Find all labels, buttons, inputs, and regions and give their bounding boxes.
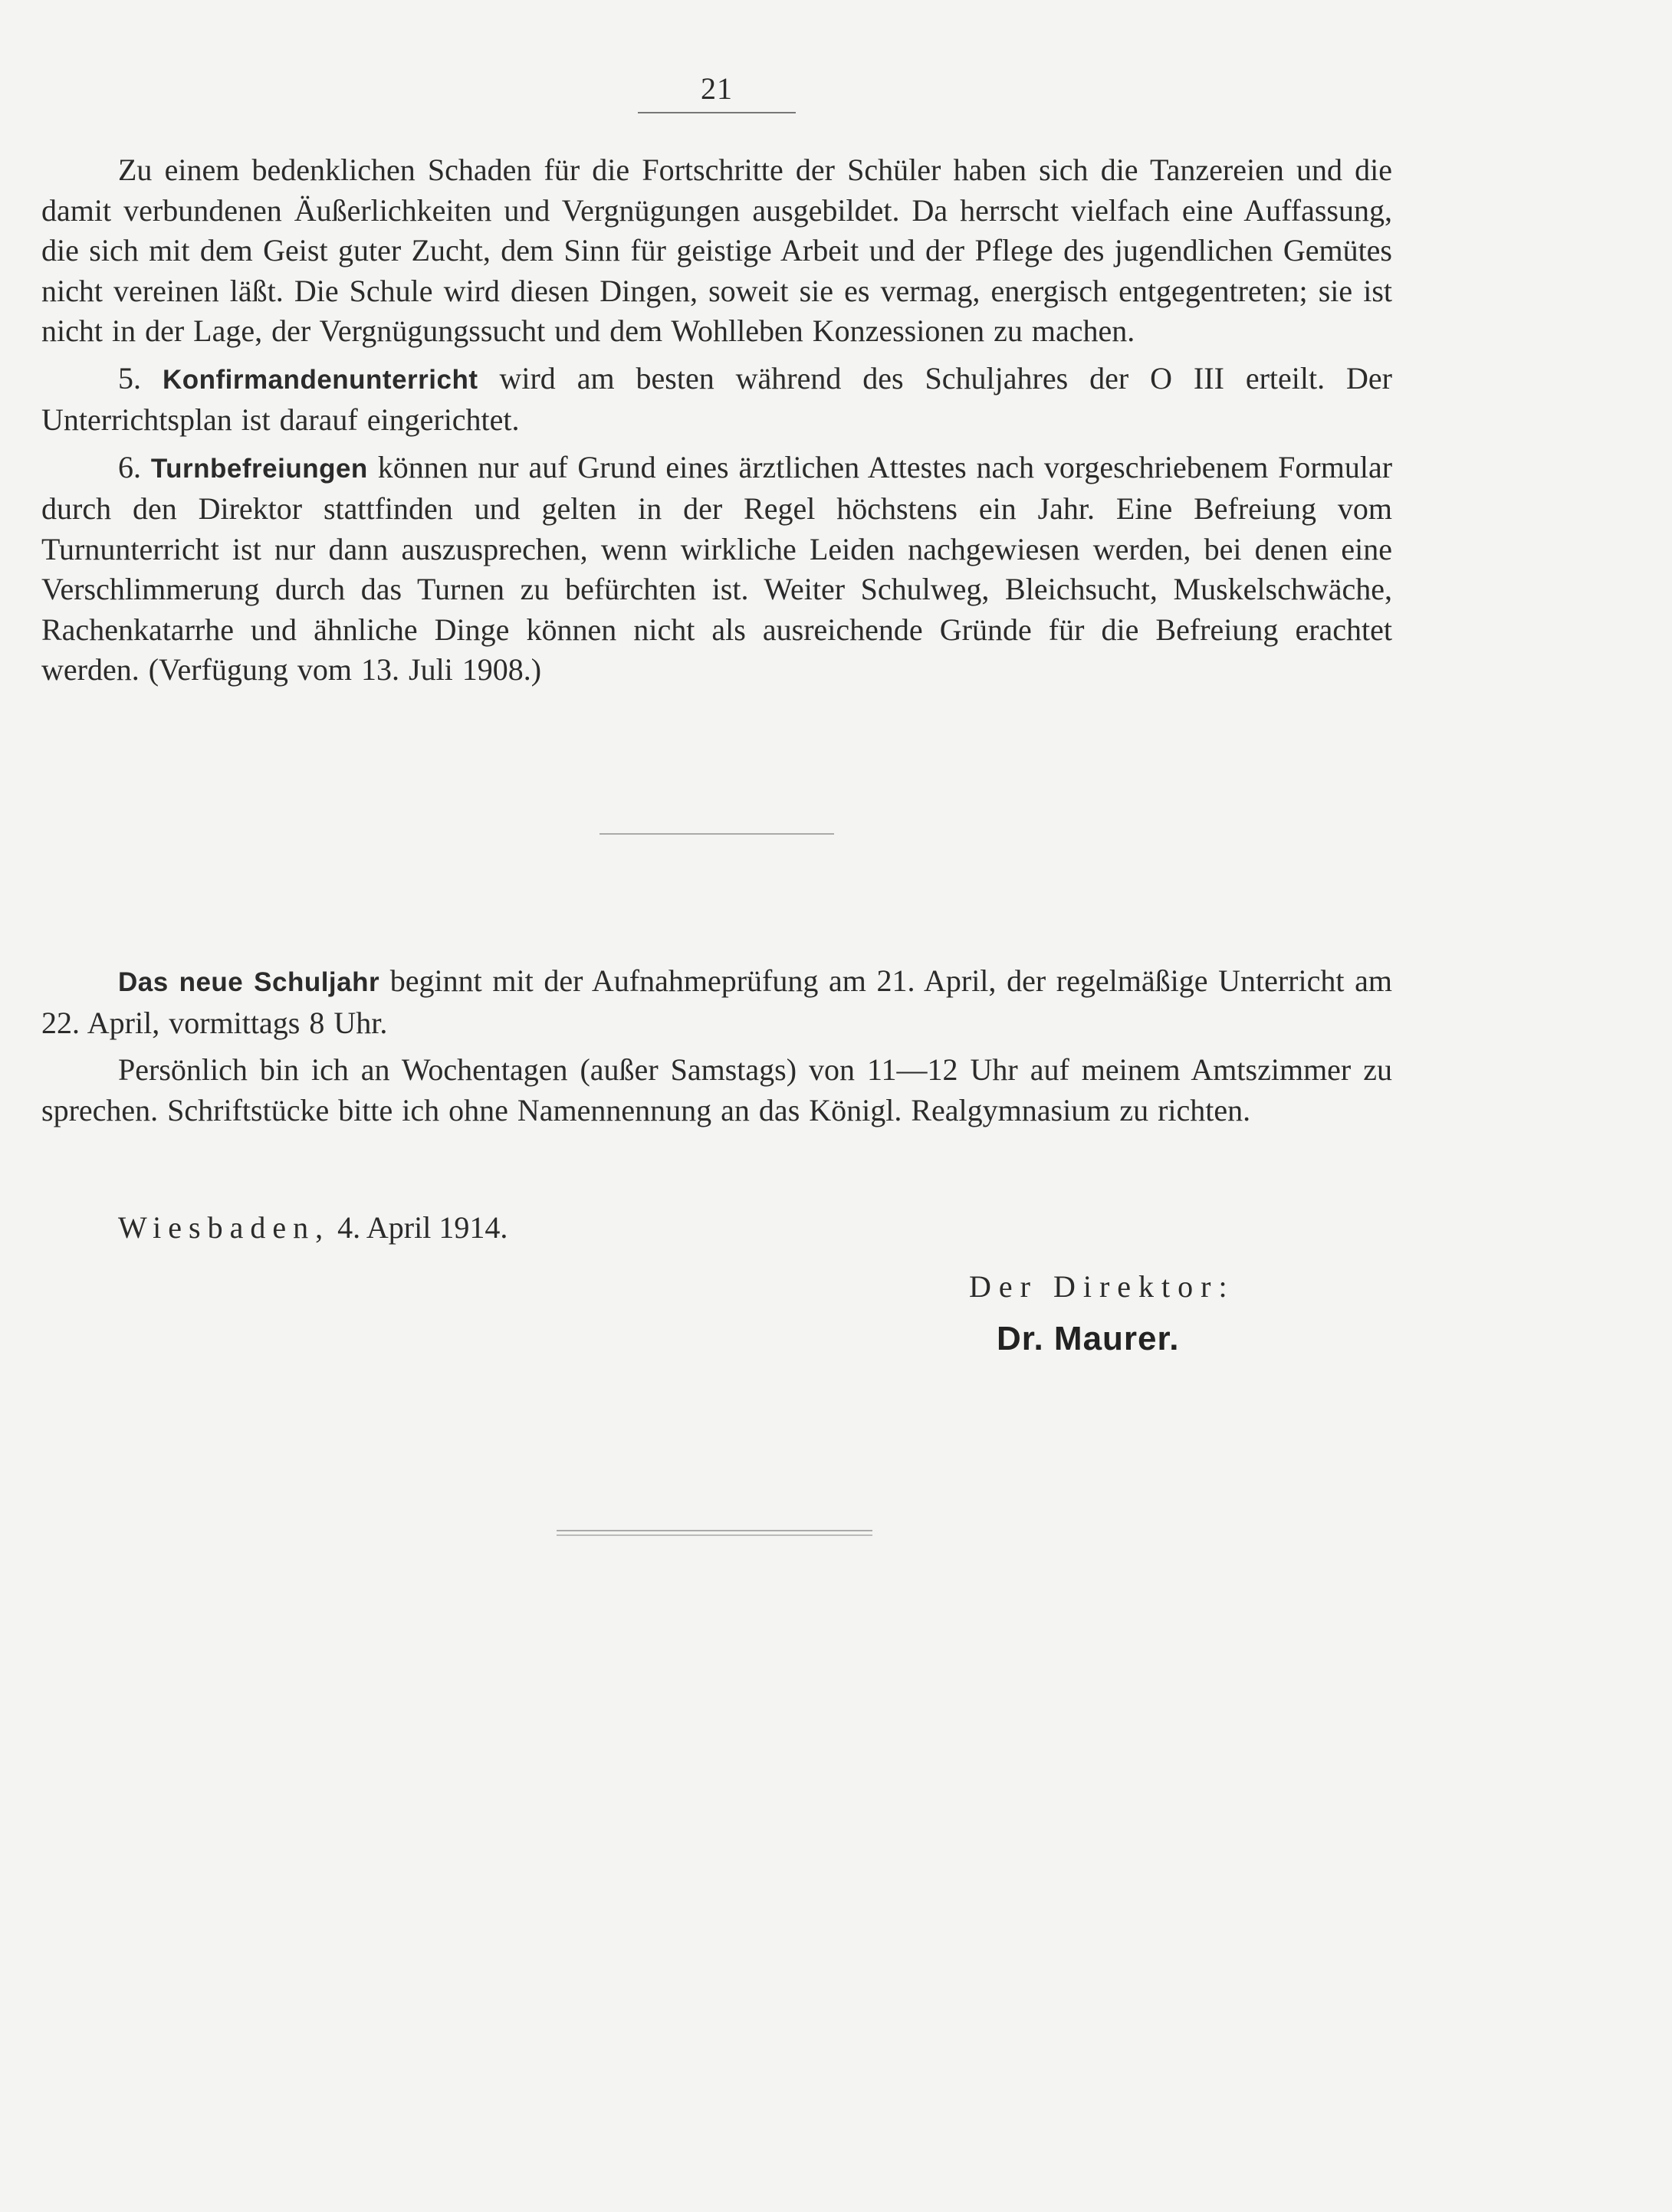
item-text: wird am besten während des Schuljahres der O III erteilt. Der Unterrichtsplan ist darauf eingerichtet. — [41, 360, 1392, 437]
item-heading: Turnbefreiungen — [150, 453, 368, 484]
page-number: 21 — [701, 71, 733, 106]
signature-name: Dr. Maurer. — [997, 1320, 1180, 1357]
announcement-text: beginnt mit der Aufnahmeprüfung am 21. April, der regelmäßige Unterricht am 22. April, vormittags 8 Uhr. — [41, 963, 1393, 1040]
item-heading: Konfirmandenunterricht — [162, 364, 478, 395]
section-regulations — [41, 150, 1392, 691]
page-number-rule — [638, 112, 796, 113]
item-number: 5. — [118, 360, 141, 395]
signature-role: Der Direktor: — [969, 1269, 1235, 1304]
section-announcement — [41, 961, 1392, 1131]
paragraph-turnbefreiungen — [41, 448, 1392, 691]
section-divider — [599, 833, 834, 835]
item-text: können nur auf Grund eines ärztlichen Attestes nach vorgeschriebenem Formular durch den Direktor stattfinden und gelten in der Regel höchstens ein Jahr. Eine Befreiung vom Turnunterricht ist nur dann auszusprechen, wenn wirkliche Leiden nachgewiesen werden, bei denen eine Verschlimmerung durch das Turnen zu befürchten ist. Weiter Schulweg, Bleichsucht, Muskelschwäche, Rachenkatarrhe und ähnliche Dinge können nicht als ausreichende Gründe für die Befreiung erachtet werden. (Verfügung vom 13. Juli 1908.) — [41, 449, 1393, 687]
item-number: 6. — [118, 449, 141, 484]
announcement-heading: Das neue Schuljahr — [118, 967, 380, 997]
dateline — [118, 1208, 508, 1248]
paragraph-sprechstunden: Persönlich bin ich an Wochentagen (außer Samstags) von 11—12 Uhr auf meinem Amtszimmer zu sprechen. Schriftstücke bitte ich ohne Namennennung an das Königl. Realgymnasium zu richten. — [41, 1052, 1392, 1127]
paragraph-tanzereien: Zu einem bedenklichen Schaden für die Fortschritte der Schüler haben sich die Tanzereien und die damit verbundenen Äußerlichkeiten und Vergnügungen ausgebildet. Da herrscht vielfach eine Auffassung, die sich mit dem Geist guter Zucht, dem Sinn für geistige Arbeit und der Pflege des jugendlichen Gemütes nicht vereinen läßt. Die Schule wird diesen Dingen, soweit sie es vermag, energisch entgegentreten; sie ist nicht in der Lage, der Vergnügungssucht und dem Wohlleben Konzessionen zu machen. — [41, 153, 1392, 348]
paragraph-konfirmandenunterricht — [41, 359, 1392, 441]
paragraph-schuljahr — [41, 961, 1392, 1043]
place-name: Wiesbaden, — [118, 1210, 330, 1245]
date: 4. April 1914. — [337, 1210, 508, 1245]
end-divider — [557, 1530, 872, 1536]
